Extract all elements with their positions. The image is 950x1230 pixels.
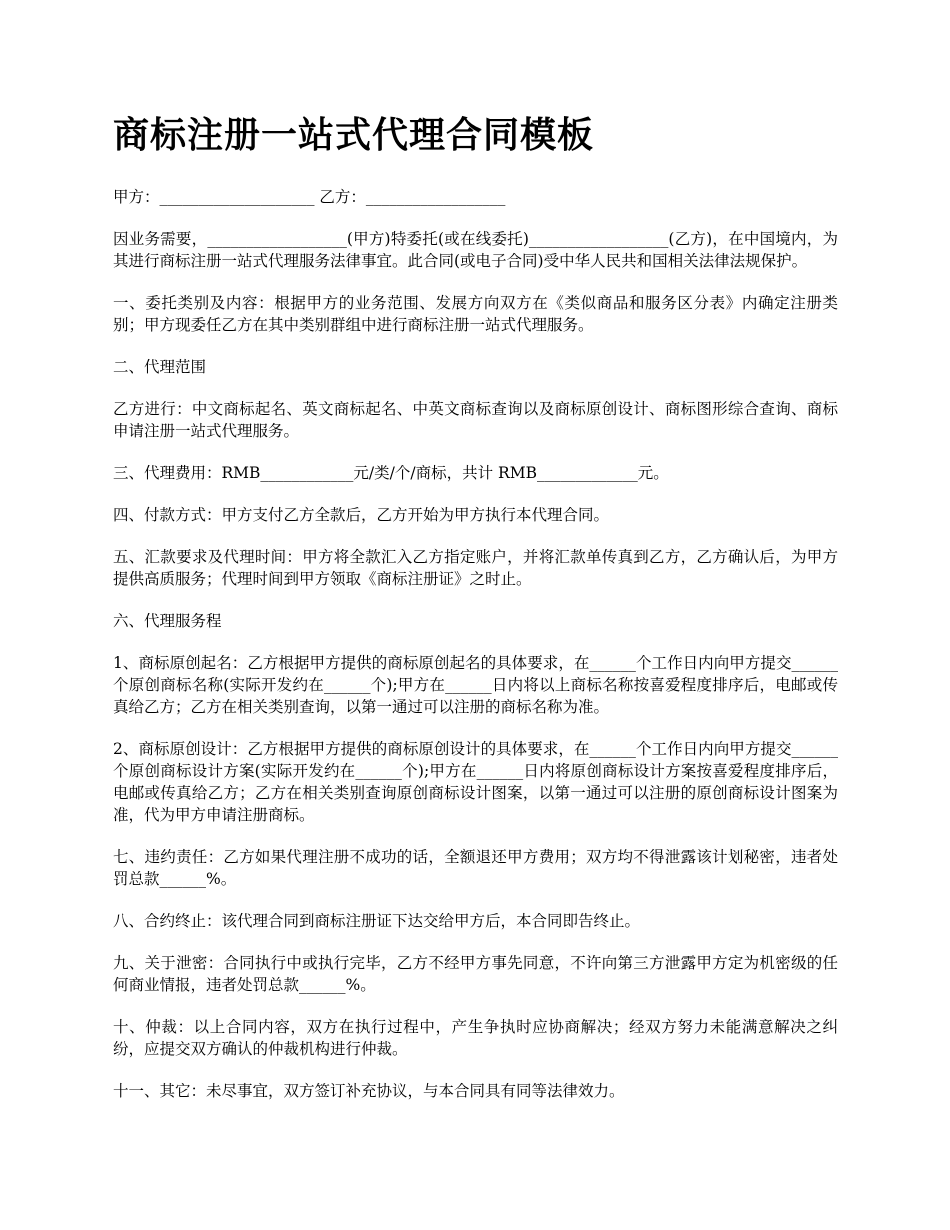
clause-1-paragraph: 一、委托类别及内容：根据甲方的业务范围、发展方向双方在《类似商品和服务区分表》内确定注册类别；甲方现委任乙方在其中类别群组中进行商标注册一站式代理服务。 [113,294,838,334]
clause-5-paragraph: 五、汇款要求及代理时间：甲方将全款汇入乙方指定账户，并将汇款单传真到乙方，乙方确认后，为甲方提供高质服务；代理时间到甲方领取《商标注册证》之时止。 [113,548,838,588]
clause-7-paragraph: 七、违约责任：乙方如果代理注册不成功的话，全额退还甲方费用；双方均不得泄露该计划秘密，违者处罚总款______%。 [113,848,838,888]
clause-6-item-1: 1、商标原创起名：乙方根据甲方提供的商标原创起名的具体要求，在______个工作日内向甲方提交______个原创商标名称(实际开发约在______个);甲方在______日内将以上商标名称按喜爱程度排序后，电邮或传真给乙方；乙方在相关类别查询，以第一通过可以注册的商标名称为准。 [113,654,838,716]
clause-11-paragraph: 十一、其它：未尽事宜，双方签订补充协议，与本合同具有同等法律效力。 [113,1082,625,1100]
clause-4-paragraph: 四、付款方式：甲方支付乙方全款后，乙方开始为甲方执行本代理合同。 [113,506,610,524]
clause-3-paragraph: 三、代理费用：RMB____________元/类/个/商标，共计 RMB_____________元。 [113,464,669,482]
party-line: 甲方：____________________ 乙方：__________________ [113,188,506,206]
clause-2-heading: 二、代理范围 [113,358,207,376]
document-title: 商标注册一站式代理合同模板 [113,115,595,156]
clause-9-paragraph: 九、关于泄密：合同执行中或执行完毕，乙方不经甲方事先同意，不许向第三方泄露甲方定为机密级的任何商业情报，违者处罚总款______%。 [113,954,838,994]
clause-2-body: 乙方进行：中文商标起名、英文商标起名、中英文商标查询以及商标原创设计、商标图形综合查询、商标申请注册一站式代理服务。 [113,400,838,440]
clause-6-heading: 六、代理服务程 [113,612,222,630]
clause-10-paragraph: 十、仲裁：以上合同内容，双方在执行过程中，产生争执时应协商解决；经双方努力未能满意解决之纠纷，应提交双方确认的仲裁机构进行仲裁。 [113,1018,838,1058]
intro-paragraph: 因业务需要，__________________(甲方)特委托(或在线委托)__________________(乙方)，在中国境内，为其进行商标注册一站式代理服务法律事宜。此合同(或电子合同)受中华人民共和国相关法律法规保护。 [113,230,838,270]
clause-6-item-2: 2、商标原创设计：乙方根据甲方提供的商标原创设计的具体要求，在______个工作日内向甲方提交______个原创商标设计方案(实际开发约在______个);甲方在______日内将原创商标设计方案按喜爱程度排序后，电邮或传真给乙方；乙方在相关类别查询原创商标设计图案，以第一通过可以注册的原创商标设计图案为准，代为甲方申请注册商标。 [113,740,838,824]
clause-8-paragraph: 八、合约终止：该代理合同到商标注册证下达交给甲方后，本合同即告终止。 [113,912,641,930]
